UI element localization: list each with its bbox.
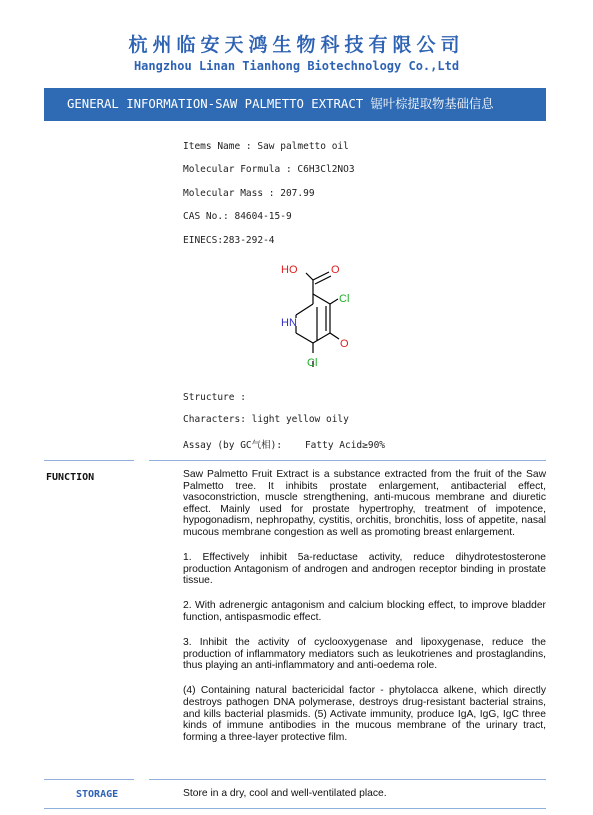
function-paragraph-intro: Saw Palmetto Fruit Extract is a substance extracted from the fruit of the Saw Palmetto tree. It inhibits prostate enlargement, antibacterial effect, vasoconstriction, muscle strengthening, anti-mucous membrane and diuretic effect. Mainly used for prostate hypertrophy, treatment of impotence, hypogonadism, nephropathy, cystitis, orchitis, bronchitis, loss of appetite, nasal mucous membrane congestion as well as promoting breast enlargement. xyxy=(183,469,546,538)
storage-label-divider xyxy=(44,779,134,780)
atom-label-nh: HN xyxy=(281,317,297,329)
items-name: Items Name : Saw palmetto oil xyxy=(183,141,349,152)
chemical-structure xyxy=(270,255,360,395)
storage-label: STORAGE xyxy=(76,789,119,800)
function-label-divider xyxy=(44,460,134,461)
storage-divider xyxy=(149,779,546,780)
einecs-number: EINECS:283-292-4 xyxy=(183,235,275,246)
function-paragraph-4: (4) Containing natural bactericidal factor - phytolacca alkene, which directly destroys pathogen DNA polymerase, destroys drug-resistant bacterial strains, and kills bacterial plasmids. (5) Activate immunity, produce IgA, IgG, IgC three kinds of immune antibodies in the mucous membrane of the urinary tract, forming a three-layer protective film. xyxy=(183,685,546,743)
function-paragraph-1: 1. Effectively inhibit 5a-reductase activity, reduce dihydrotestosterone production Antagonism of androgen and androgen receptor binding in prostate tissue. xyxy=(183,552,546,587)
function-text xyxy=(183,469,546,757)
cas-number: CAS No.: 84604-15-9 xyxy=(183,211,292,222)
storage-text: Store in a dry, cool and well-ventilated place. xyxy=(183,788,387,799)
characters: Characters: light yellow oily xyxy=(183,414,349,425)
atom-label-acid-oxygen: O xyxy=(331,264,340,276)
bottom-divider xyxy=(44,808,546,809)
section-banner: GENERAL INFORMATION-SAW PALMETTO EXTRACT 锯叶棕提取物基础信息 xyxy=(44,88,546,121)
atom-label-chlorine-bottom: Cl xyxy=(307,357,318,369)
molecular-mass: Molecular Mass : 207.99 xyxy=(183,188,315,199)
function-paragraph-3: 3. Inhibit the activity of cyclooxygenase and lipoxygenase, reduce the production of inflammatory mediators such as leukotrienes and prostaglandins, thus playing an anti-inflammatory and anti-oedema role. xyxy=(183,637,546,672)
function-divider xyxy=(149,460,546,461)
atom-label-oh: HO xyxy=(281,264,298,276)
assay: Assay (by GC气相): Fatty Acid≥90% xyxy=(183,440,386,451)
atom-label-chlorine-top: Cl xyxy=(339,293,350,305)
structure-label: Structure : xyxy=(183,392,246,403)
atom-label-ketone-oxygen: O xyxy=(340,338,349,350)
function-label: FUNCTION xyxy=(46,472,95,483)
company-name-english: Hangzhou Linan Tianhong Biotechnology Co.,Ltd xyxy=(133,59,460,73)
function-paragraph-2: 2. With adrenergic antagonism and calcium blocking effect, to improve bladder function, antispasmodic effect. xyxy=(183,600,546,623)
molecular-formula: Molecular Formula : C6H3Cl2NO3 xyxy=(183,164,355,175)
structure-bonds xyxy=(296,272,339,367)
company-name-chinese: 杭州临安天鸿生物科技有限公司 xyxy=(128,34,465,56)
